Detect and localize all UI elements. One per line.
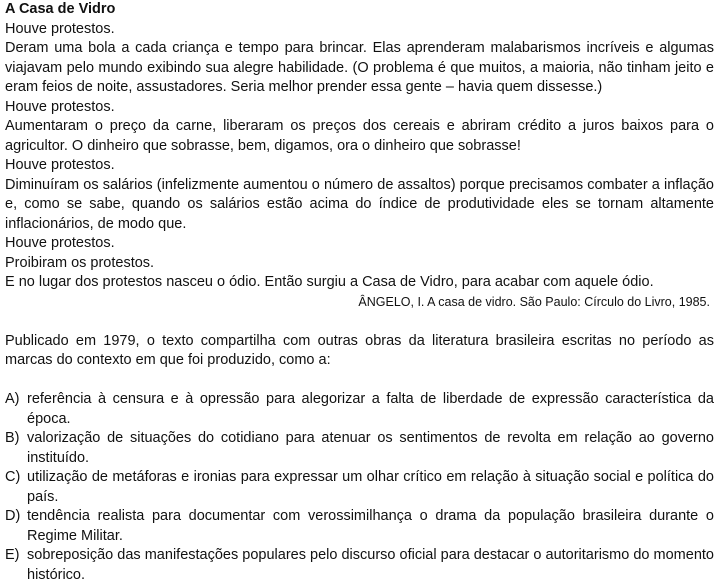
text-paragraph: Deram uma bola a cada criança e tempo para brincar. Elas aprenderam malabarismos incríveis e algumas viajavam pelo mundo exibindo sua alegre habilidade. (O problema é que muitos, a maioria, não tinham jeito e eram feios de noite, assustadores. Seria melhor prender essa gente – havia quem dissesse.)	[5, 40, 714, 95]
option-text: utilização de metáforas e ironias para expressar um olhar crítico em relação à situação social e política do país.	[27, 469, 714, 505]
answer-option-a[interactable]	[5, 390, 714, 429]
option-letter: B)	[5, 430, 20, 446]
text-paragraph: Aumentaram o preço da carne, liberaram os preços dos cereais e abriram crédito a juros baixos para o agricultor. O dinheiro que sobrasse, bem, digamos, ora o dinheiro que sobrasse!	[5, 118, 714, 154]
text-paragraph: Proibiram os protestos.	[5, 254, 155, 271]
text-paragraph: Diminuíram os salários (infelizmente aumentou o número de assaltos) porque precisamos combater a inflação e, como se sabe, quando os salários estão acima do índice de produtividade eles se tornam altamente inflacionários, de modo que.	[5, 176, 714, 232]
answer-options	[5, 390, 714, 585]
option-text: sobreposição das manifestações populares pelo discurso oficial para destacar o autoritarismo do momento histórico.	[27, 547, 714, 583]
option-text: tendência realista para documentar com verossimilhança o drama da população brasileira durante o Regime Militar.	[27, 508, 714, 544]
text-title: A Casa de Vidro	[5, 1, 116, 17]
answer-option-e[interactable]	[5, 546, 714, 585]
answer-option-d[interactable]	[5, 507, 714, 546]
option-text: referência à censura e à opressão para alegorizar a falta de liberdade de expressão característica da época.	[27, 391, 714, 427]
source-citation: ÂNGELO, I. A casa de vidro. São Paulo: Círculo do Livro, 1985.	[358, 294, 710, 309]
option-letter: A)	[5, 391, 20, 407]
question-stem: Publicado em 1979, o texto compartilha com outras obras da literatura brasileira escritas no período as marcas do contexto em que foi produzido, como a:	[5, 332, 714, 368]
text-paragraph: Houve protestos.	[5, 20, 115, 37]
option-letter: D)	[5, 508, 21, 524]
text-paragraph: Houve protestos.	[5, 98, 115, 115]
text-paragraph: Houve protestos.	[5, 157, 115, 173]
answer-option-c[interactable]	[5, 468, 714, 507]
spacer	[5, 371, 714, 391]
text-paragraph: E no lugar dos protestos nasceu o ódio. Então surgiu a Casa de Vidro, para acabar com aquele ódio.	[5, 274, 654, 290]
option-letter: E)	[5, 547, 20, 563]
option-letter: C)	[5, 469, 21, 485]
spacer	[5, 312, 714, 332]
answer-option-b[interactable]	[5, 429, 714, 468]
source-text	[5, 20, 714, 293]
option-text: valorização de situações do cotidiano para atenuar os sentimentos de revolta em relação ao governo instituído.	[27, 430, 714, 466]
text-paragraph: Houve protestos.	[5, 235, 115, 251]
